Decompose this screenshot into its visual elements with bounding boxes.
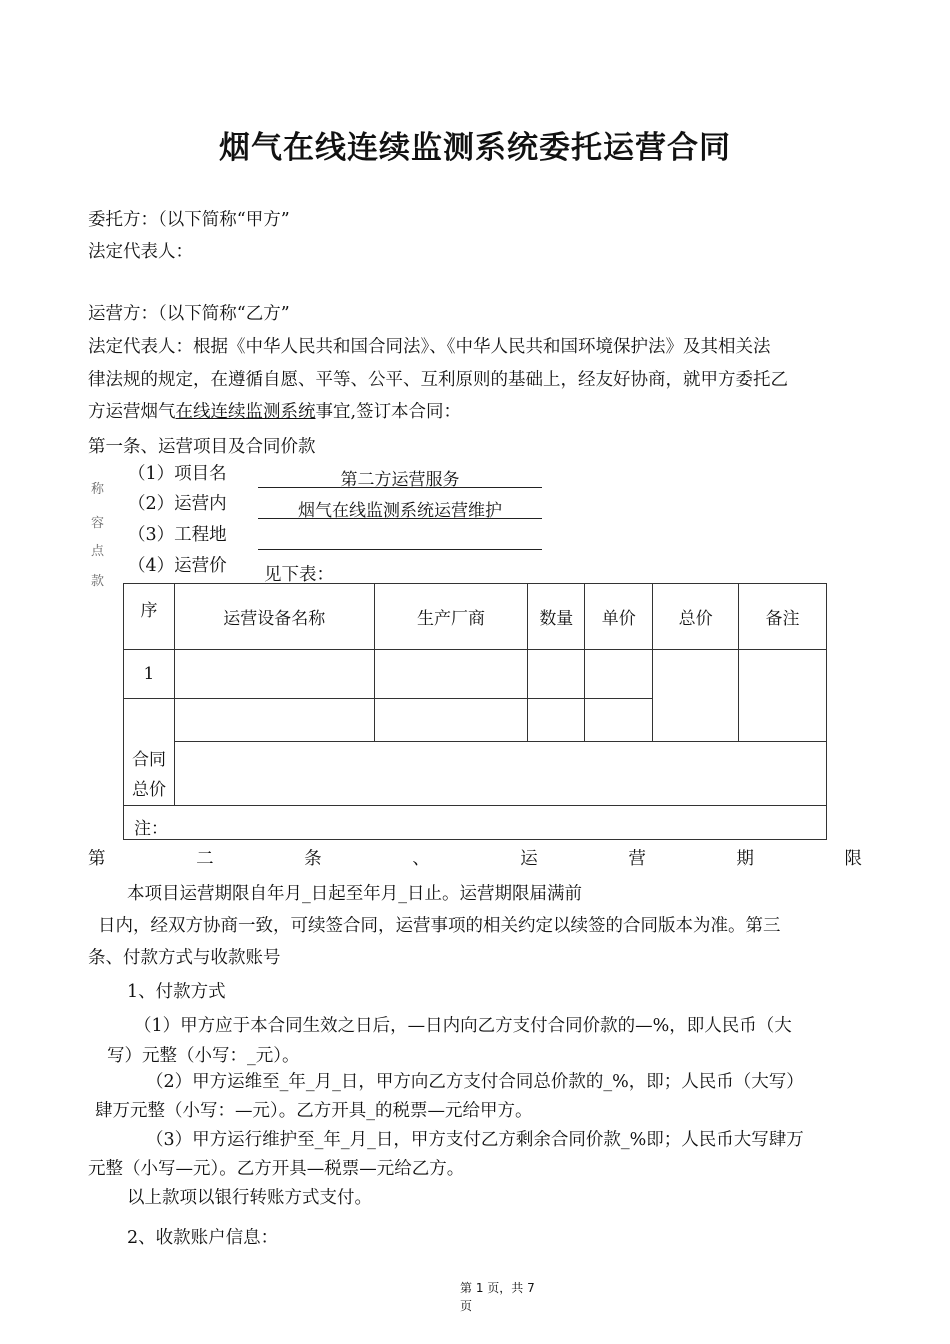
table-row	[124, 650, 827, 699]
spread-char: 限	[844, 849, 862, 869]
party-a-rep: 法定代表人：	[88, 242, 193, 262]
header-no: 序	[124, 584, 175, 650]
table-cell	[585, 699, 653, 742]
payment-p2-b: 肆万元整（小写：—元）。乙方开具_的税票—元给甲方。	[95, 1101, 533, 1121]
payment-p2-a: （2）甲方运维至_年_月_日，甲方向乙方支付合同总价款的_%，即；人民币（大写）	[146, 1072, 804, 1092]
intro-line-2: 律法规的规定，在遵循自愿、平等、公平、互利原则的基础上，经友好协商，就甲方委托乙	[88, 370, 788, 390]
row1-no: 1	[124, 650, 175, 699]
header-unit-price: 单价	[585, 584, 653, 650]
account-heading: 2、收款账户信息：	[127, 1228, 279, 1248]
page-number-line-1: 第 1 页，共 7	[460, 1281, 535, 1295]
table-header-row	[124, 584, 827, 650]
intro-line-3-underlined: 在线连续监测系统	[175, 402, 316, 422]
header-manufacturer: 生产厂商	[374, 584, 528, 650]
intro-line-3-pre: 方运营烟气	[88, 402, 176, 422]
article2-line-3: 条、付款方式与收款账号	[88, 948, 281, 968]
item-label-4: （4）运营价	[128, 556, 227, 576]
total-label-cell	[124, 699, 175, 806]
item-label-3: （3）工程地	[128, 525, 227, 545]
page-number-line-2: 页	[460, 1299, 473, 1313]
total-label-2: 总价	[131, 780, 166, 800]
table-cell	[374, 650, 528, 699]
side-mark-2: 容	[91, 516, 105, 531]
party-a-label: 委托方：（以下简称“甲方”	[88, 210, 290, 230]
intro-line-1: 法定代表人：根据《中华人民共和国合同法》、《中华人民共和国环境保护法》及其相关法	[88, 337, 771, 357]
table-cell	[174, 699, 374, 742]
table-cell	[528, 699, 585, 742]
payment-p1-b: 写）元整（小写：_元）。	[107, 1046, 300, 1066]
table-cell	[374, 699, 528, 742]
side-mark-3: 点	[91, 544, 105, 559]
spread-char: 第	[88, 849, 106, 869]
item-value-4: 见下表：	[264, 565, 334, 585]
spread-char: 运	[520, 849, 538, 869]
item-label-1: （1）项目名	[128, 464, 227, 484]
total-label-1: 合同	[131, 750, 166, 770]
intro-line-3-post: 事宜,签订本合同：	[315, 402, 462, 422]
table-cell	[174, 650, 374, 699]
table-cell	[585, 650, 653, 699]
table-cell	[528, 650, 585, 699]
spread-char: 、	[412, 849, 430, 869]
spread-char: 期	[736, 849, 754, 869]
total-value-cell	[174, 742, 826, 806]
table-note-row	[124, 806, 827, 840]
party-b-label: 运营方：（以下简称“乙方”	[88, 304, 290, 324]
article1-heading: 第一条、运营项目及合同价款	[88, 437, 316, 457]
side-mark-4: 款	[91, 574, 105, 589]
payment-p4: 以上款项以银行转账方式支付。	[127, 1188, 372, 1208]
equipment-table	[123, 583, 827, 840]
payment-p3-b: 元整（小写—元）。乙方开具—税票—元给乙方。	[88, 1159, 465, 1179]
item-value-2: 烟气在线监测系统运营维护	[258, 496, 542, 519]
table-cell	[653, 650, 739, 742]
table-cell	[739, 650, 827, 742]
article2-line-1: 本项目运营期限自年月_日起至年月_日止。运营期限届满前	[127, 884, 582, 904]
header-remarks: 备注	[739, 584, 827, 650]
payment-heading: 1、付款方式	[127, 982, 226, 1002]
intro-line-3	[88, 398, 461, 423]
payment-p1-a: （1）甲方应于本合同生效之日后，—日内向乙方支付合同价款的—%，即人民币（大	[134, 1016, 792, 1036]
header-device-name: 运营设备名称	[174, 584, 374, 650]
spread-char: 条	[304, 849, 322, 869]
header-quantity: 数量	[528, 584, 585, 650]
spread-char: 营	[628, 849, 646, 869]
table-row	[124, 742, 827, 806]
page-title: 烟气在线连续监测系统委托运营合同	[219, 130, 731, 166]
header-total-price: 总价	[653, 584, 739, 650]
spread-char: 二	[196, 849, 214, 869]
article2-line-2: 日内，经双方协商一致，可续签合同，运营事项的相关约定以续签的合同版本为准。第三	[98, 916, 781, 936]
item-label-2: （2）运营内	[128, 494, 227, 514]
side-mark-1: 称	[91, 482, 105, 497]
item-value-3	[258, 527, 542, 550]
item-value-1: 第二方运营服务	[258, 465, 542, 488]
article2-heading	[88, 845, 862, 870]
table-note: 注：	[124, 806, 827, 840]
payment-p3-a: （3）甲方运行维护至_年_月_日，甲方支付乙方剩余合同价款_%即；人民币大写肆万	[146, 1130, 804, 1150]
